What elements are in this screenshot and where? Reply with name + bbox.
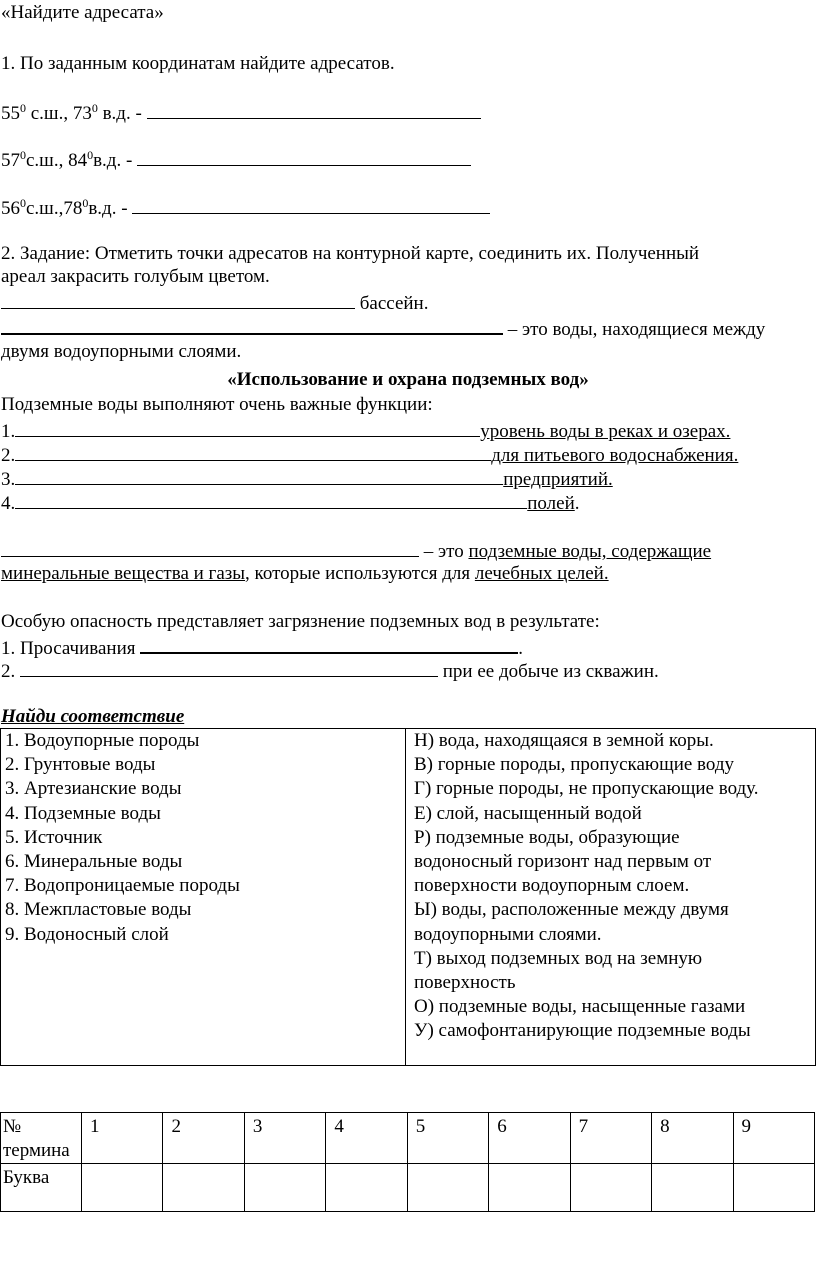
term-number-cell: 6 [489, 1113, 570, 1164]
term-number-cell: 3 [244, 1113, 325, 1164]
definition-item: О) подземные воды, насыщенные газами [414, 996, 746, 1018]
term-number-cell: 7 [570, 1113, 651, 1164]
task2-line-2: ареал закрасить голубым цветом. [1, 266, 270, 287]
definitions-list [414, 729, 811, 1044]
letter-cell[interactable] [163, 1164, 244, 1212]
letter-cell[interactable] [326, 1164, 407, 1212]
definition-item: У) самофонтанирующие подземные воды [414, 1020, 751, 1042]
danger-heading: Особую опасность представляет загрязнение подземных вод в результате: [1, 611, 600, 632]
usage-intro: Подземные воды выполняют очень важные функции: [1, 394, 433, 415]
match-table [0, 728, 816, 1066]
answer-blank[interactable] [140, 635, 518, 654]
definition-item: Т) выход подземных вод на земную [414, 947, 703, 969]
letter-cell[interactable] [652, 1164, 733, 1212]
answer-blank[interactable] [15, 491, 527, 509]
letter-cell[interactable] [489, 1164, 570, 1212]
terms-list [5, 729, 401, 947]
between-row: – это воды, находящиеся между [1, 316, 765, 341]
function-item-2: 2. для питьевого водоснабжения. [1, 445, 739, 466]
definition-item: поверхности водоупорным слоем. [414, 875, 690, 897]
terms-cell [1, 729, 406, 1066]
term-number-cell: 4 [326, 1113, 407, 1164]
answer-blank[interactable] [137, 148, 471, 166]
definition-item: Г) горные породы, не пропускающие воду. [414, 778, 759, 800]
letter-cell[interactable] [407, 1164, 488, 1212]
answer-blank[interactable] [132, 196, 490, 214]
function-item-3: 3. предприятий. [1, 469, 613, 490]
answer-blank[interactable] [15, 419, 480, 437]
term-number-cell: 8 [652, 1113, 733, 1164]
definition-item: Е) слой, насыщенный водой [414, 802, 642, 824]
danger-item-2: 2. при ее добыче из скважин. [1, 661, 659, 682]
term-number-cell: 1 [82, 1113, 163, 1164]
term-number-cell: 9 [733, 1113, 815, 1164]
task1-heading: 1. По заданным координатам найдите адресатов. [1, 53, 395, 74]
match-heading: Найди соответствие [1, 706, 185, 727]
answer-blank[interactable] [15, 443, 491, 461]
term-item: 3. Артезианские воды [5, 778, 182, 800]
answer-blank[interactable] [20, 659, 438, 677]
definition-item: В) горные породы, пропускающие воду [414, 754, 735, 776]
term-item: 4. Подземные воды [5, 802, 161, 824]
danger-item-1: 1. Просачивания . [1, 635, 523, 660]
function-item-1: 1. уровень воды в реках и озерах. [1, 421, 731, 442]
letter-cell[interactable] [733, 1164, 815, 1212]
coordinate-row-1: $55^0$ с.ш., $73^0$ в.д. - [1, 101, 481, 125]
term-number-cell: 5 [407, 1113, 488, 1164]
answer-table [0, 1112, 815, 1212]
coordinate-row-3: $56^0с.ш.,78^0в.д$. - [1, 196, 490, 220]
basin-row: бассейн. [1, 291, 428, 315]
answer-blank[interactable] [15, 467, 503, 485]
answer-blank[interactable] [1, 539, 419, 557]
term-item: 9. Водоносный слой [5, 923, 169, 945]
term-number-header: № термина [1, 1113, 82, 1164]
term-item: 8. Межпластовые воды [5, 899, 192, 921]
usage-heading: «Использование и охрана подземных вод» [227, 369, 589, 390]
answer-blank[interactable] [147, 101, 481, 119]
term-item: 6. Минеральные воды [5, 851, 183, 873]
term-item: 7. Водопроницаемые породы [5, 875, 240, 897]
term-item: 1. Водоупорные породы [5, 730, 200, 751]
coordinate-row-2: $57^0с.ш$., $84^0в.д$. - [1, 148, 471, 172]
mineral-row-1: – это подземные воды, содержащие [1, 539, 711, 563]
function-item-4: 4. полей. [1, 493, 580, 514]
between-row-cont: двумя водоупорными слоями. [1, 341, 242, 362]
answer-blank[interactable] [1, 291, 355, 309]
definition-item: Н) вода, находящаяся в земной коры. [414, 730, 714, 751]
mineral-row-2: минеральные вещества и газы, которые используются для лечебных целей. [1, 563, 609, 584]
term-item: 5. Источник [5, 826, 103, 848]
term-item: 2. Грунтовые воды [5, 754, 156, 776]
letter-cell[interactable] [82, 1164, 163, 1212]
term-number-cell: 2 [163, 1113, 244, 1164]
definition-item: водоносный горизонт над первым от [414, 851, 712, 873]
definitions-cell [406, 729, 816, 1066]
letter-cell[interactable] [244, 1164, 325, 1212]
page-title: «Найдите адресата» [1, 2, 164, 23]
definition-item: поверхность [414, 972, 516, 994]
letter-cell[interactable] [570, 1164, 651, 1212]
answer-blank[interactable] [1, 316, 503, 335]
definition-item: Р) подземные воды, образующие [414, 826, 680, 848]
definition-item: водоупорными слоями. [414, 923, 602, 945]
letter-row-header: Буква [1, 1164, 82, 1212]
definition-item: Ы) воды, расположенные между двумя [414, 899, 729, 921]
task2-line-1: 2. Задание: Отметить точки адресатов на контурной карте, соединить их. Полученный [1, 243, 700, 264]
